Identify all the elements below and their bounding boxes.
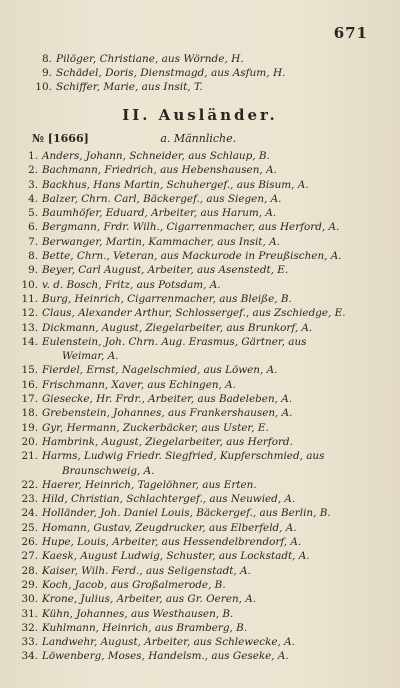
- list-item: [2, 449, 392, 478]
- entry-number: 10.: [35, 81, 52, 93]
- list-item: [2, 506, 392, 520]
- entry-text: Koch, Jacob, aus Großalmerode, B.: [42, 578, 226, 591]
- entry-number: 21.: [21, 450, 38, 463]
- entry-text: Hupe, Louis, Arbeiter, aus Hessendelbrendorf, A.: [42, 536, 302, 549]
- entry-number: 13.: [21, 321, 38, 334]
- list-item: [2, 492, 392, 506]
- list-item: [2, 406, 392, 420]
- entry-number: 2.: [28, 164, 38, 177]
- entry-number: 19.: [21, 421, 38, 434]
- section-title: II. Ausländer.: [122, 106, 278, 124]
- entry-text: Pilöger, Christiane, aus Wörnde, H.: [56, 53, 244, 65]
- entry-number: 30.: [21, 593, 38, 606]
- list-item: [2, 564, 392, 578]
- entry-number: 23.: [21, 493, 38, 506]
- page-number: 671: [333, 24, 368, 42]
- entry-number: 33.: [21, 636, 38, 649]
- entry-text: Gyr, Hermann, Zuckerbäcker, aus Uster, E.: [42, 421, 269, 434]
- entry-text: Kaiser, Wilh. Ferd., aus Seligenstadt, A.: [42, 564, 251, 577]
- entry-number: 7.: [28, 235, 38, 248]
- register-number: № [1666]: [32, 132, 89, 145]
- entry-text: Eulenstein, Joh. Chrn. Aug. Erasmus, Gärtner, aus: [42, 335, 307, 348]
- list-item: [2, 278, 392, 292]
- list-item: [2, 363, 392, 377]
- entry-number: 25.: [21, 521, 38, 534]
- list-item: [2, 149, 392, 163]
- entry-number: 5.: [28, 207, 38, 220]
- entry-text: Bergmann, Frdr. Wilh., Cigarrenmacher, aus Herford, A.: [42, 221, 340, 234]
- list-item: [2, 478, 392, 492]
- entry-text: Landwehr, August, Arbeiter, aus Schlewecke, A.: [42, 636, 295, 649]
- entry-text: Löwenberg, Moses, Handelsm., aus Geseke, A.: [42, 650, 289, 663]
- entry-number: 10.: [21, 278, 38, 291]
- list-item: [2, 220, 392, 234]
- list-item: [2, 578, 392, 592]
- entry-number: 28.: [21, 564, 38, 577]
- entry-text: Homann, Gustav, Zeugdrucker, aus Elberfeld, A.: [42, 521, 297, 534]
- entry-continuation: Braunschweig, A.: [62, 464, 155, 477]
- list-item: [2, 635, 392, 649]
- list-item: [2, 163, 392, 177]
- entry-number: 26.: [21, 536, 38, 549]
- entry-text: Kuhlmann, Heinrich, aus Bramberg, B.: [42, 621, 248, 634]
- entry-text: Harms, Ludwig Friedr. Siegfried, Kupferschmied, aus: [42, 450, 325, 463]
- list-item: [2, 192, 392, 206]
- list-item: [2, 178, 392, 192]
- list-item: [2, 249, 392, 263]
- previous-section-list: [22, 52, 382, 94]
- entry-number: 18.: [21, 407, 38, 420]
- list-item: [2, 607, 392, 621]
- entry-text: Giesecke, Hr. Frdr., Arbeiter, aus Badeleben, A.: [42, 393, 293, 406]
- entry-number: 1.: [28, 150, 38, 162]
- entry-number: 8.: [28, 250, 38, 263]
- list-item: [2, 263, 392, 277]
- list-item: [2, 306, 392, 320]
- entry-text: v. d. Bosch, Fritz, aus Potsdam, A.: [42, 278, 221, 291]
- list-item: [2, 292, 392, 306]
- list-item: [22, 52, 382, 66]
- entry-text: Hild, Christian, Schlachtergef., aus Neuwied, A.: [42, 493, 296, 506]
- entry-number: 17.: [21, 393, 38, 406]
- list-item: [2, 421, 392, 435]
- entry-number: 22.: [21, 478, 38, 491]
- list-item: [2, 521, 392, 535]
- list-item: [2, 378, 392, 392]
- entry-text: Baumhöfer, Eduard, Arbeiter, aus Harum, A.: [42, 207, 277, 220]
- entry-text: Kaesk, August Ludwig, Schuster, aus Lockstadt, A.: [42, 550, 310, 563]
- entry-continuation: Weimar, A.: [62, 350, 119, 363]
- entry-number: 14.: [21, 335, 38, 348]
- entry-text: Frischmann, Xaver, aus Echingen, A.: [42, 378, 236, 391]
- entry-number: 31.: [21, 607, 38, 620]
- list-item: [2, 206, 392, 220]
- entry-number: 24.: [21, 507, 38, 520]
- entry-text: Schiffer, Marie, aus Insit, T.: [56, 81, 203, 93]
- entry-number: 16.: [21, 378, 38, 391]
- entry-list: [2, 149, 392, 664]
- entry-text: Holländer, Joh. Daniel Louis, Bäckergef., aus Berlin, B.: [42, 507, 331, 520]
- entry-text: Kühn, Johannes, aus Westhausen, B.: [42, 607, 234, 620]
- entry-text: Krone, Julius, Arbeiter, aus Gr. Oeren, A.: [42, 593, 257, 606]
- entry-number: 9.: [41, 67, 52, 79]
- list-item: [2, 535, 392, 549]
- entry-text: Claus, Alexander Arthur, Schlossergef., aus Zschiedge, E.: [42, 307, 346, 320]
- entry-text: Schädel, Doris, Dienstmagd, aus Asfum, H.: [56, 67, 286, 79]
- entry-number: 6.: [28, 221, 38, 234]
- entry-number: 27.: [21, 550, 38, 563]
- list-item: [2, 649, 392, 663]
- entry-number: 11.: [21, 292, 38, 305]
- group-label: a. Männliche.: [160, 132, 237, 145]
- list-item: [2, 335, 392, 364]
- entry-text: Grebenstein, Johannes, aus Frankershausen, A.: [42, 407, 293, 420]
- entry-text: Berwanger, Martin, Kammacher, aus Insit, A.: [42, 235, 280, 248]
- list-item: [22, 66, 382, 80]
- entry-text: Haerer, Heinrich, Tagelöhner, aus Erten.: [42, 478, 257, 491]
- entry-number: 9.: [28, 264, 38, 277]
- entry-text: Backhus, Hans Martin, Schuhergef., aus Bisum, A.: [42, 178, 309, 191]
- entry-text: Hambrink, August, Ziegelarbeiter, aus Herford.: [42, 435, 293, 448]
- entry-number: 29.: [21, 578, 38, 591]
- entry-number: 3.: [28, 178, 38, 191]
- entry-number: 8.: [41, 53, 52, 65]
- subheading: [32, 132, 372, 146]
- entry-text: Bachmann, Friedrich, aus Hebenshausen, A.: [42, 164, 277, 177]
- entry-text: Dickmann, August, Ziegelarbeiter, aus Brunkorf, A.: [42, 321, 313, 334]
- entry-number: 4.: [28, 192, 38, 205]
- entry-number: 20.: [21, 435, 38, 448]
- list-item: [2, 321, 392, 335]
- list-item: [2, 392, 392, 406]
- entry-text: Beyer, Carl August, Arbeiter, aus Asenstedt, E.: [42, 264, 289, 277]
- list-item: [2, 549, 392, 563]
- list-item: [2, 435, 392, 449]
- entry-number: 15.: [21, 364, 38, 377]
- entry-number: 34.: [21, 650, 38, 663]
- entry-text: Anders, Johann, Schneider, aus Schlaup, B.: [42, 150, 270, 162]
- list-item: [2, 621, 392, 635]
- list-item: [22, 80, 382, 94]
- list-item: [2, 592, 392, 606]
- entry-number: 12.: [21, 307, 38, 320]
- entry-text: Bette, Chrn., Veteran, aus Mackurode in Preußischen, A.: [42, 250, 342, 263]
- entry-text: Burg, Heinrich, Cigarrenmacher, aus Bleiße, B.: [42, 292, 292, 305]
- entry-text: Balzer, Chrn. Carl, Bäckergef., aus Siegen, A.: [42, 192, 282, 205]
- entry-text: Fierdel, Ernst, Nagelschmied, aus Löwen, A.: [42, 364, 278, 377]
- list-item: [2, 235, 392, 249]
- entry-number: 32.: [21, 621, 38, 634]
